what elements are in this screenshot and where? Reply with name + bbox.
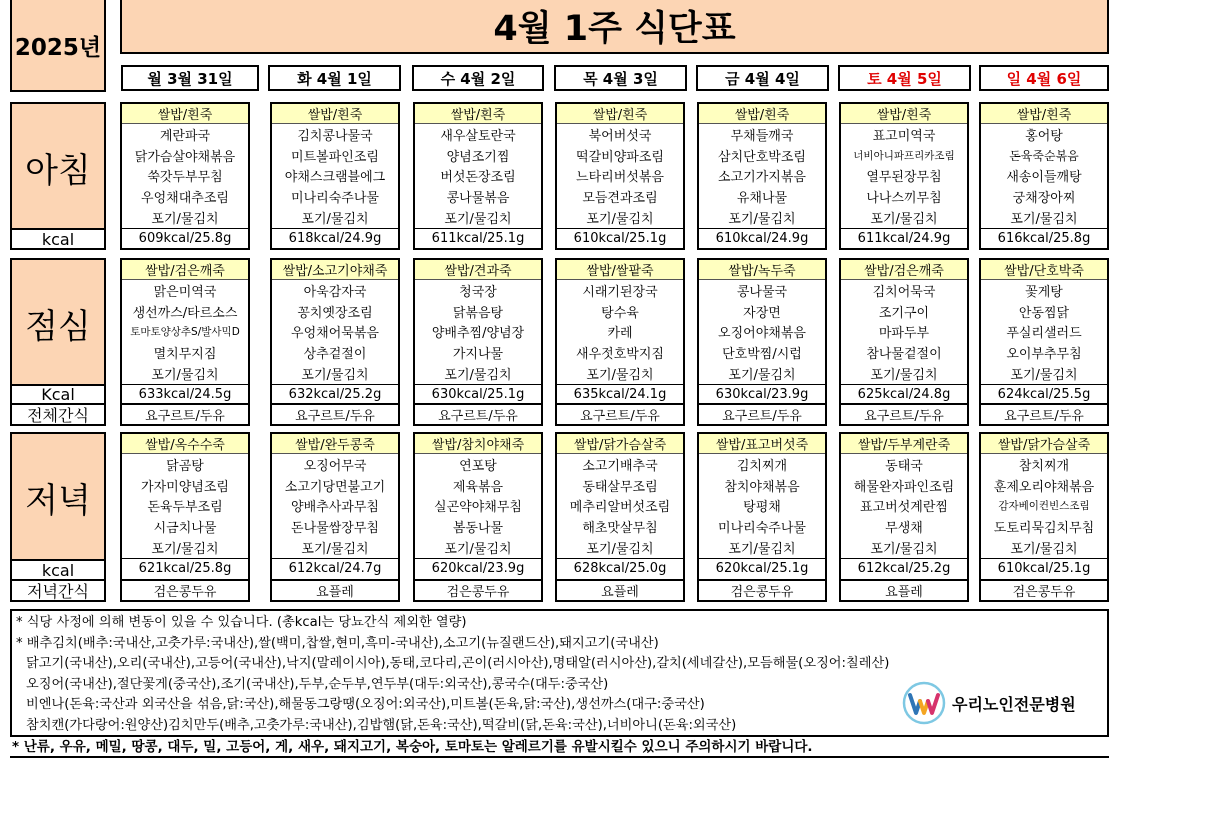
day-header-mon: 월 3월 31일 (121, 65, 259, 91)
breakfast-sat (839, 102, 969, 250)
menu-item: 우엉채대추조림 (141, 191, 229, 207)
rice-porridge: 쌀밥/흰죽 (981, 104, 1107, 124)
menu-item: 포기/물김치 (301, 212, 369, 228)
menu-item: 오이부추무침 (1006, 347, 1082, 363)
lunch-sat (839, 258, 969, 405)
kcal-value: 610kcal/25.1g (557, 228, 683, 249)
menu-item: 쑥갓두부무침 (147, 170, 223, 186)
dinner-label-box (10, 432, 106, 581)
menu-item: 단호박찜/시럽 (722, 347, 802, 363)
lunch-sun (979, 258, 1109, 405)
menu-item: 조기구이 (878, 305, 930, 321)
menu-item: 멸치무지짐 (153, 347, 217, 363)
menu-item: 탕수육 (601, 305, 639, 321)
lunch-wed (413, 258, 543, 405)
menu-item: 가자미양념조림 (141, 479, 229, 495)
menu-item: 포기/물김치 (728, 542, 796, 558)
hospital-logo (902, 681, 1102, 725)
kcal-value: 612kcal/24.7g (272, 558, 398, 579)
menu-item: 느타리버섯볶음 (576, 170, 664, 186)
menu-item: 동태국 (885, 458, 923, 474)
menu-item: 포기/물김치 (151, 542, 219, 558)
breakfast-label: 아침 (12, 104, 104, 230)
lunch-kcal-label: Kcal (12, 384, 104, 403)
kcal-value: 620kcal/25.1g (699, 558, 825, 579)
breakfast-fri (697, 102, 827, 250)
kcal-value: 632kcal/25.2g (272, 384, 398, 405)
snack-cell: 요구르트/두유 (839, 405, 969, 426)
dinner-label: 저녁 (12, 434, 104, 561)
snack-cell: 요구르트/두유 (979, 405, 1109, 426)
menu-item: 포기/물김치 (301, 368, 369, 384)
menu-item: 양배추사과무침 (291, 500, 379, 516)
kcal-value: 630kcal/25.1g (415, 384, 541, 405)
kcal-value: 625kcal/24.8g (841, 384, 967, 405)
menu-item: 시래기된장국 (582, 284, 658, 300)
note-line: * 식당 사정에 의해 변동이 있을 수 있습니다. (총kcal는 당뇨간식 제외한 열량) (16, 615, 467, 630)
menu-item: 가지나물 (452, 347, 504, 363)
snack-cell: 요플레 (555, 581, 685, 602)
menu-item: 상추겉절이 (303, 347, 367, 363)
day-header-wed: 수 4월 2일 (412, 65, 544, 91)
menu-item: 표고미역국 (872, 128, 936, 144)
menu-item: 돈육두부조림 (147, 500, 223, 516)
dinner-kcal-label: kcal (12, 559, 104, 579)
snack-cell: 검은콩두유 (979, 581, 1109, 602)
rice-porridge: 쌀밥/닭가슴살죽 (981, 434, 1107, 454)
menu-item: 제육볶음 (452, 479, 504, 495)
lunch-snack-label: 전체간식 (10, 405, 106, 426)
menu-item: 포기/물김치 (301, 542, 369, 558)
menu-item: 생선까스/타르소스 (132, 305, 238, 321)
breakfast-mon (120, 102, 250, 250)
hospital-name: 우리노인전문병원 (952, 694, 1076, 714)
menu-item: 소고기가지볶음 (718, 170, 806, 186)
snack-cell: 요구르트/두유 (270, 405, 400, 426)
kcal-value: 616kcal/25.8g (981, 228, 1107, 249)
menu-item: 미나리숙주나물 (718, 521, 806, 537)
rice-porridge: 쌀밥/소고기야채죽 (272, 260, 398, 280)
menu-item: 우엉채어묵볶음 (291, 326, 379, 342)
breakfast-sun (979, 102, 1109, 250)
note-line: 참치캔(가다랑어:원양산)김치만두(배추,고춧가루:국내산),김밥햄(닭,돈육:국산),떡갈비(닭,돈육:국산),너비아니(돈육:외국산) (26, 717, 737, 733)
menu-item: 토마토양상추S/발사믹D (130, 326, 240, 339)
menu-item: 안동찜닭 (1018, 305, 1070, 321)
breakfast-tue (270, 102, 400, 250)
menu-item: 연포탕 (459, 458, 497, 474)
dinner-snack-label: 저녁간식 (10, 581, 106, 602)
kcal-value: 633kcal/24.5g (122, 384, 248, 405)
menu-item: 훈제오리야채볶음 (993, 479, 1095, 495)
dinner-sat (839, 432, 969, 581)
rice-porridge: 쌀밥/흰죽 (272, 104, 398, 124)
menu-item: 버섯돈장조림 (440, 170, 516, 186)
note-line: 오징어(국내산),절단꽃게(중국산),조기(국내산),두부,순두부,연두부(대두:외국산),콩국수(대두:중국산) (26, 676, 609, 692)
menu-item: 북어버섯국 (588, 128, 652, 144)
dinner-fri (697, 432, 827, 581)
menu-item: 새우살토란국 (440, 128, 516, 144)
rice-porridge: 쌀밥/견과죽 (415, 260, 541, 280)
day-header-sat: 토 4월 5일 (838, 65, 971, 91)
menu-item: 꽁치옛장조림 (297, 305, 373, 321)
menu-item: 참치야채볶음 (724, 479, 800, 495)
snack-cell: 요구르트/두유 (697, 405, 827, 426)
lunch-fri (697, 258, 827, 405)
lunch-thu (555, 258, 685, 405)
menu-item: 청국장 (459, 284, 497, 300)
rice-porridge: 쌀밥/단호박죽 (981, 260, 1107, 280)
menu-item: 유채나물 (736, 191, 788, 207)
rice-porridge: 쌀밥/참치야채죽 (415, 434, 541, 454)
dinner-thu (555, 432, 685, 581)
menu-item: 푸실리샐러드 (1006, 326, 1082, 342)
menu-item: 콩나물국 (736, 284, 788, 300)
menu-item: 계란파국 (159, 128, 211, 144)
menu-item: 시금치나물 (153, 521, 217, 537)
kcal-value: 630kcal/23.9g (699, 384, 825, 405)
menu-item: 포기/물김치 (444, 368, 512, 384)
dinner-wed (413, 432, 543, 581)
menu-item: 표고버섯계란찜 (860, 500, 948, 516)
rice-porridge: 쌀밥/옥수수죽 (122, 434, 248, 454)
menu-item: 소고기배추국 (582, 458, 658, 474)
year-label: 2025년 (10, 0, 106, 92)
kcal-value: 628kcal/25.0g (557, 558, 683, 579)
rice-porridge: 쌀밥/흰죽 (841, 104, 967, 124)
menu-item: 미나리숙주나물 (291, 191, 379, 207)
dinner-mon (120, 432, 250, 581)
menu-item: 돈나물쌈장무침 (291, 521, 379, 537)
menu-item: 김치어묵국 (872, 284, 936, 300)
menu-item: 포기/물김치 (444, 542, 512, 558)
lunch-tue (270, 258, 400, 405)
menu-item: 아욱감자국 (303, 284, 367, 300)
menu-item: 카레 (607, 326, 633, 342)
kcal-value: 635kcal/24.1g (557, 384, 683, 405)
menu-item: 포기/물김치 (1010, 542, 1078, 558)
snack-cell: 요구르트/두유 (120, 405, 250, 426)
menu-item: 닭가슴살야채볶음 (134, 149, 236, 165)
menu-item: 마파두부 (878, 326, 930, 342)
snack-cell: 요플레 (839, 581, 969, 602)
menu-item: 오징어무국 (303, 458, 367, 474)
menu-item: 닭볶음탕 (452, 305, 504, 321)
rice-porridge: 쌀밥/완두콩죽 (272, 434, 398, 454)
kcal-value: 620kcal/23.9g (415, 558, 541, 579)
note-line: 닭고기(국내산),오리(국내산),고등어(국내산),낙지(말레이시아),동태,코다리,곤이(러시아산),명태알(러시아산),갈치(세네갈산),모듬해물(오징어:칠레산) (26, 656, 890, 672)
kcal-value: 621kcal/25.8g (122, 558, 248, 579)
menu-item: 동태살무조림 (582, 479, 658, 495)
rice-porridge: 쌀밥/검은깨죽 (841, 260, 967, 280)
menu-item: 양념조기찜 (446, 149, 510, 165)
note-line: 비엔나(돈육:국산과 외국산을 섞음,닭:국산),해물동그랑땡(오징어:외국산),미트볼(돈육,닭:국산),생선까스(대구:중국산) (26, 697, 705, 713)
kcal-value: 624kcal/25.5g (981, 384, 1107, 405)
day-header-sun: 일 4월 6일 (979, 65, 1109, 91)
rice-porridge: 쌀밥/흰죽 (415, 104, 541, 124)
menu-item: 도토리묵김치무침 (993, 521, 1095, 537)
snack-cell: 검은콩두유 (120, 581, 250, 602)
menu-item: 오징어야채볶음 (718, 326, 806, 342)
kcal-value: 612kcal/25.2g (841, 558, 967, 579)
lunch-label: 점심 (12, 260, 104, 386)
page-title: 4월 1주 식단표 (120, 0, 1109, 54)
lunch-mon (120, 258, 250, 405)
menu-item: 참나물겉절이 (866, 347, 942, 363)
menu-item: 양배추찜/양념장 (431, 326, 525, 342)
rice-porridge: 쌀밥/두부계란죽 (841, 434, 967, 454)
dinner-tue (270, 432, 400, 581)
snack-cell: 요구르트/두유 (555, 405, 685, 426)
menu-item: 김치콩나물국 (297, 128, 373, 144)
menu-item: 무채들깨국 (730, 128, 794, 144)
menu-item: 탕평채 (743, 500, 781, 516)
menu-item: 포기/물김치 (151, 368, 219, 384)
menu-item: 해물완자파인조림 (853, 479, 955, 495)
menu-item: 맑은미역국 (153, 284, 217, 300)
snack-cell: 요플레 (270, 581, 400, 602)
rice-porridge: 쌀밥/닭가슴살죽 (557, 434, 683, 454)
menu-item: 해초맛살무침 (582, 521, 658, 537)
breakfast-wed (413, 102, 543, 250)
kcal-value: 611kcal/24.9g (841, 228, 967, 249)
rice-porridge: 쌀밥/흰죽 (557, 104, 683, 124)
menu-item: 포기/물김치 (870, 542, 938, 558)
menu-item: 포기/물김치 (586, 542, 654, 558)
menu-item: 떡갈비양파조림 (576, 149, 664, 165)
menu-item: 모듬견과조림 (582, 191, 658, 207)
rice-porridge: 쌀밥/흰죽 (122, 104, 248, 124)
menu-item: 자장면 (743, 305, 781, 321)
kcal-value: 610kcal/24.9g (699, 228, 825, 249)
menu-item: 삼치단호박조림 (718, 149, 806, 165)
rice-porridge: 쌀밥/검은깨죽 (122, 260, 248, 280)
menu-item: 새우젓호박지짐 (576, 347, 664, 363)
menu-item: 닭곰탕 (166, 458, 204, 474)
menu-item: 포기/물김치 (870, 368, 938, 384)
snack-cell: 검은콩두유 (697, 581, 827, 602)
menu-item: 포기/물김치 (151, 212, 219, 228)
rice-porridge: 쌀밥/흰죽 (699, 104, 825, 124)
menu-item: 포기/물김치 (728, 212, 796, 228)
menu-item: 포기/물김치 (870, 212, 938, 228)
menu-item: 열무된장무침 (866, 170, 942, 186)
menu-item: 포기/물김치 (1010, 368, 1078, 384)
menu-item: 소고기당면불고기 (284, 479, 386, 495)
menu-item: 메추리알버섯조림 (569, 500, 671, 516)
menu-item: 실곤약야채무침 (434, 500, 522, 516)
day-header-fri: 금 4월 4일 (696, 65, 829, 91)
menu-item: 포기/물김치 (444, 212, 512, 228)
rice-porridge: 쌀밥/쌀팥죽 (557, 260, 683, 280)
lunch-label-box (10, 258, 106, 405)
breakfast-thu (555, 102, 685, 250)
menu-item: 무생채 (885, 521, 923, 537)
dinner-sun (979, 432, 1109, 581)
day-header-tue: 화 4월 1일 (268, 65, 401, 91)
menu-item: 야채스크램블에그 (284, 170, 386, 186)
breakfast-kcal-label: kcal (12, 228, 104, 248)
menu-item: 나나스끼무침 (866, 191, 942, 207)
menu-item: 돈육죽순볶음 (1009, 148, 1079, 163)
snack-cell: 요구르트/두유 (413, 405, 543, 426)
snack-cell: 검은콩두유 (413, 581, 543, 602)
menu-item: 꽃게탕 (1025, 284, 1063, 300)
menu-item: 콩나물볶음 (446, 191, 510, 207)
rice-porridge: 쌀밥/표고버섯죽 (699, 434, 825, 454)
kcal-value: 609kcal/25.8g (122, 228, 248, 249)
kcal-value: 611kcal/25.1g (415, 228, 541, 249)
menu-item: 포기/물김치 (586, 368, 654, 384)
hospital-emblem-icon (902, 681, 946, 725)
menu-item: 홍어탕 (1025, 128, 1063, 144)
menu-item: 감자베이컨빈스조림 (998, 500, 1090, 513)
kcal-value: 610kcal/25.1g (981, 558, 1107, 579)
menu-item: 새송이들깨탕 (1006, 170, 1082, 186)
allergy-note: * 난류, 우유, 메밀, 땅콩, 대두, 밀, 고등어, 게, 새우, 돼지고기, 복숭아, 토마토는 알레르기를 유발시킬수 있으니 주의하시기 바랍니다. (10, 738, 1109, 758)
menu-item: 포기/물김치 (728, 368, 796, 384)
menu-item: 궁채장아찌 (1012, 191, 1076, 207)
menu-item: 너비아니파프리카조림 (853, 149, 955, 162)
menu-item: 포기/물김치 (1010, 212, 1078, 228)
menu-item: 미트볼파인조림 (291, 149, 379, 165)
breakfast-label-box (10, 102, 106, 250)
rice-porridge: 쌀밥/녹두죽 (699, 260, 825, 280)
kcal-value: 618kcal/24.9g (272, 228, 398, 249)
menu-item: 김치찌개 (736, 458, 788, 474)
note-line: * 배추김치(배추:국내산,고춧가루:국내산),쌀(백미,찹쌀,현미,흑미-국내산),소고기(뉴질랜드산),돼지고기(국내산) (16, 635, 659, 651)
day-header-thu: 목 4월 3일 (554, 65, 687, 91)
menu-item: 봄동나물 (452, 521, 504, 537)
menu-item: 포기/물김치 (586, 212, 654, 228)
menu-item: 참치찌개 (1018, 458, 1070, 474)
